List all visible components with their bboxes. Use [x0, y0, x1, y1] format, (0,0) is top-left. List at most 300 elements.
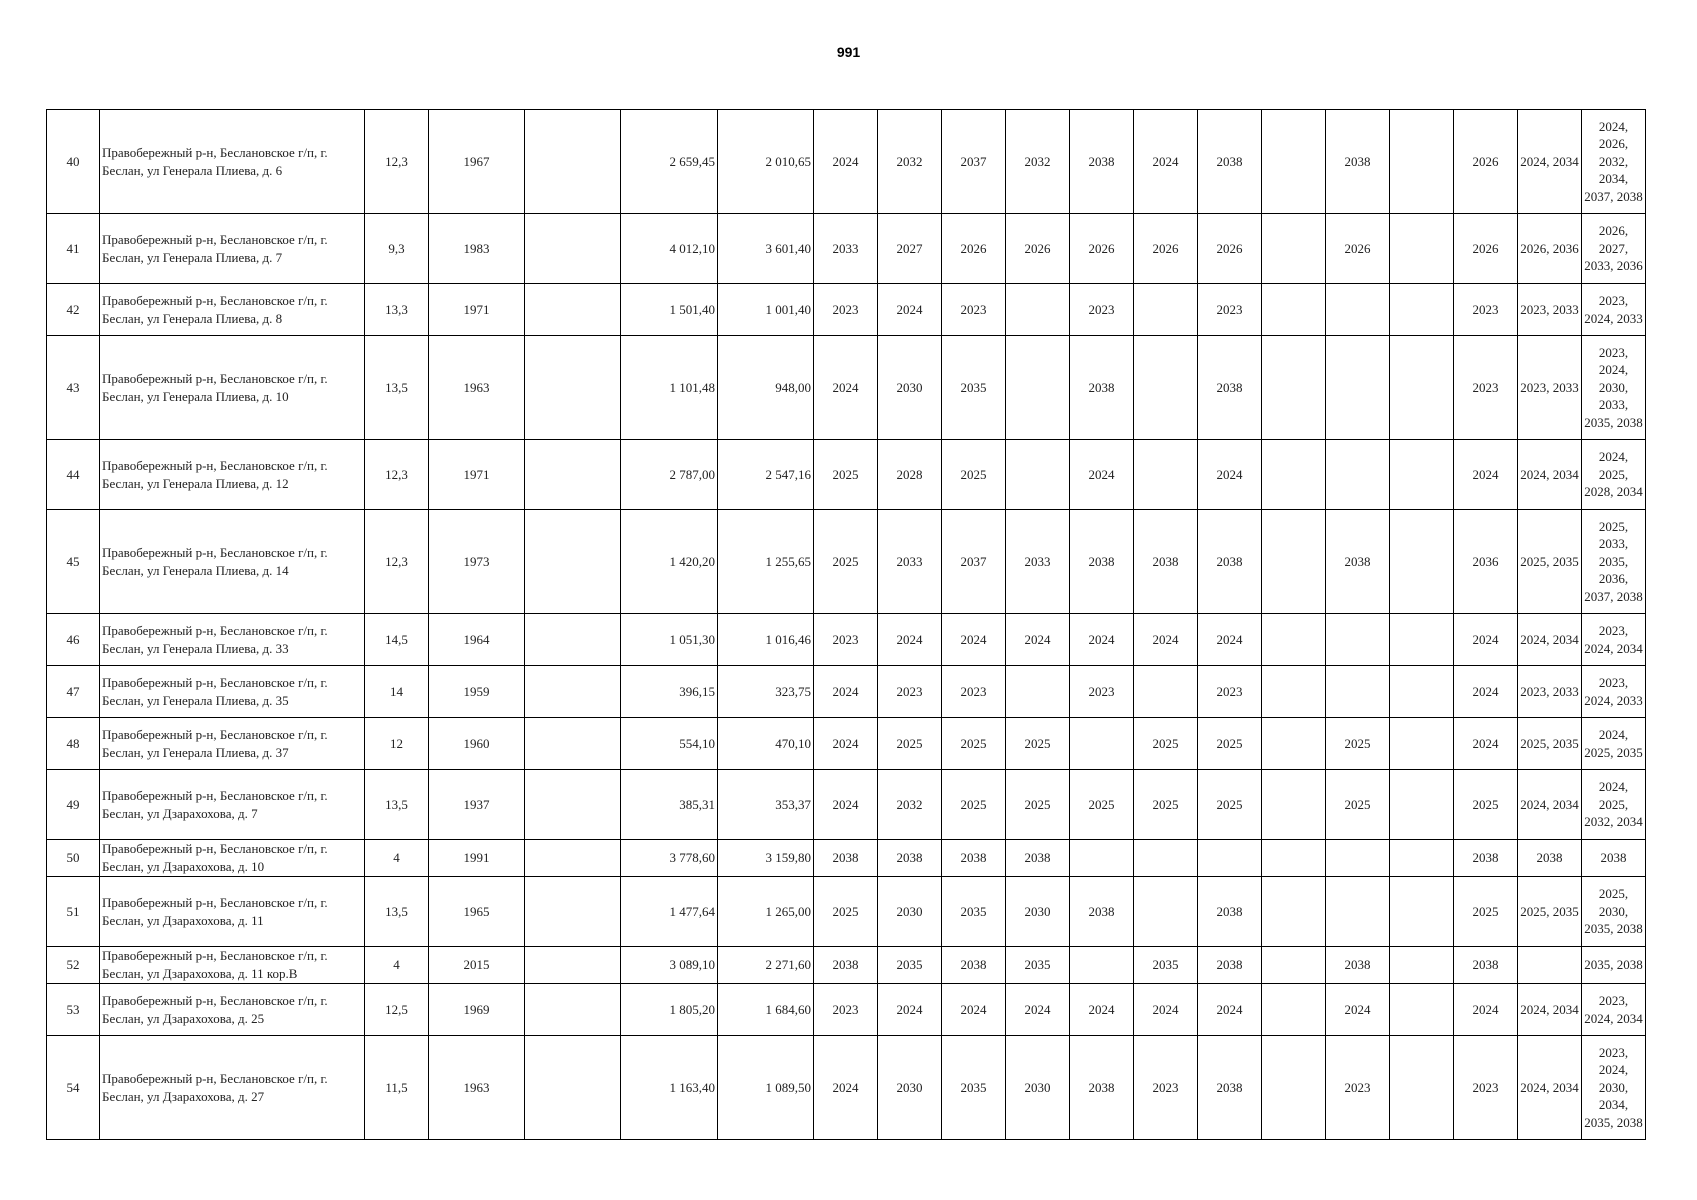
area-cell: 1 001,40	[718, 284, 814, 336]
data-cell: 2023	[1198, 284, 1262, 336]
data-cell: 2024	[878, 284, 942, 336]
data-cell	[525, 214, 621, 284]
data-cell: 2025	[878, 718, 942, 770]
table-row	[47, 718, 1646, 770]
data-cell: 2038	[1326, 510, 1390, 614]
data-cell: 2023	[1454, 1036, 1518, 1140]
data-cell	[1006, 440, 1070, 510]
data-cell: 2026	[1454, 110, 1518, 214]
data-cell	[1262, 877, 1326, 947]
row-number-cell: 52	[47, 947, 100, 984]
data-cell: 2024	[1326, 984, 1390, 1036]
data-cell	[1390, 110, 1454, 214]
data-cell: 2025	[1326, 718, 1390, 770]
data-cell: 14,5	[365, 614, 429, 666]
data-cell: 2038	[878, 840, 942, 877]
data-cell	[525, 840, 621, 877]
data-cell: 2038	[1070, 110, 1134, 214]
data-cell: 2023, 2033	[1518, 336, 1582, 440]
row-number-cell: 48	[47, 718, 100, 770]
data-cell	[1390, 718, 1454, 770]
area-cell: 1 420,20	[621, 510, 718, 614]
data-cell	[525, 440, 621, 510]
address-cell: Правобережный р-н, Беслановское г/п, г. Беслан, ул Дзарахохова, д. 7	[100, 770, 365, 840]
area-cell: 4 012,10	[621, 214, 718, 284]
data-cell	[1134, 336, 1198, 440]
data-cell: 2024	[1006, 614, 1070, 666]
data-cell: 2023	[814, 284, 878, 336]
data-cell: 1983	[429, 214, 525, 284]
table-row	[47, 770, 1646, 840]
data-cell	[525, 110, 621, 214]
data-cell: 2026	[1134, 214, 1198, 284]
data-cell	[1262, 840, 1326, 877]
data-cell: 1971	[429, 284, 525, 336]
year-list-cell: 2023, 2024, 2033	[1582, 666, 1646, 718]
data-cell: 1969	[429, 984, 525, 1036]
area-cell: 1 089,50	[718, 1036, 814, 1140]
data-cell: 2024	[814, 336, 878, 440]
data-cell	[1390, 284, 1454, 336]
data-cell: 2025	[1006, 718, 1070, 770]
data-cell: 2036	[1454, 510, 1518, 614]
year-list-cell: 2023, 2024, 2034	[1582, 614, 1646, 666]
row-number-cell: 43	[47, 336, 100, 440]
data-cell: 1965	[429, 877, 525, 947]
data-cell	[525, 1036, 621, 1140]
data-cell	[1326, 840, 1390, 877]
data-cell: 2023	[1326, 1036, 1390, 1140]
table-row	[47, 984, 1646, 1036]
address-cell: Правобережный р-н, Беслановское г/п, г. Беслан, ул Генерала Плиева, д. 14	[100, 510, 365, 614]
data-cell: 2025	[942, 440, 1006, 510]
table-row	[47, 947, 1646, 984]
data-cell: 2025	[1134, 718, 1198, 770]
data-cell	[1006, 284, 1070, 336]
data-cell: 2024, 2034	[1518, 440, 1582, 510]
data-cell: 2024, 2034	[1518, 614, 1582, 666]
data-cell: 4	[365, 840, 429, 877]
data-cell: 12,3	[365, 510, 429, 614]
data-cell: 2024	[1454, 718, 1518, 770]
data-cell: 2024	[1454, 984, 1518, 1036]
data-cell: 2025, 2035	[1518, 877, 1582, 947]
year-list-cell: 2023, 2024, 2030, 2034, 2035, 2038	[1582, 1036, 1646, 1140]
data-cell	[1134, 284, 1198, 336]
data-cell: 2026	[1326, 214, 1390, 284]
data-cell	[1134, 440, 1198, 510]
data-cell	[1326, 614, 1390, 666]
area-cell: 1 805,20	[621, 984, 718, 1036]
data-cell: 2038	[1198, 877, 1262, 947]
data-cell: 2038	[1518, 840, 1582, 877]
data-cell: 2024	[1198, 440, 1262, 510]
data-cell: 2038	[1454, 947, 1518, 984]
data-cell	[525, 877, 621, 947]
data-cell: 2038	[1198, 947, 1262, 984]
data-cell: 2026	[1070, 214, 1134, 284]
area-cell: 3 159,80	[718, 840, 814, 877]
data-cell: 2024	[1134, 110, 1198, 214]
year-list-cell: 2038	[1582, 840, 1646, 877]
year-list-cell: 2025, 2030, 2035, 2038	[1582, 877, 1646, 947]
page-number: 991	[836, 44, 861, 60]
data-cell: 4	[365, 947, 429, 984]
data-cell: 1973	[429, 510, 525, 614]
data-cell: 2025	[1070, 770, 1134, 840]
data-cell: 2037	[942, 510, 1006, 614]
data-cell: 2025	[942, 718, 1006, 770]
data-cell	[525, 770, 621, 840]
data-cell	[1262, 1036, 1326, 1140]
address-cell: Правобережный р-н, Беслановское г/п, г. Беслан, ул Дзарахохова, д. 10	[100, 840, 365, 877]
data-cell: 2025	[1454, 770, 1518, 840]
data-cell	[1134, 666, 1198, 718]
data-cell: 2025, 2035	[1518, 718, 1582, 770]
row-number-cell: 51	[47, 877, 100, 947]
year-list-cell: 2023, 2024, 2033	[1582, 284, 1646, 336]
data-cell: 2023	[942, 666, 1006, 718]
data-cell	[1262, 984, 1326, 1036]
data-cell: 2024	[1454, 666, 1518, 718]
data-cell	[1006, 666, 1070, 718]
data-cell	[1390, 770, 1454, 840]
data-cell: 2033	[814, 214, 878, 284]
area-cell: 470,10	[718, 718, 814, 770]
table-row	[47, 284, 1646, 336]
data-cell	[1262, 110, 1326, 214]
data-cell	[1326, 336, 1390, 440]
data-cell: 1937	[429, 770, 525, 840]
area-cell: 1 101,48	[621, 336, 718, 440]
data-cell: 13,5	[365, 877, 429, 947]
data-cell: 12,5	[365, 984, 429, 1036]
data-cell: 2023	[1070, 284, 1134, 336]
data-cell: 2035	[942, 1036, 1006, 1140]
data-cell: 2030	[878, 877, 942, 947]
area-cell: 3 778,60	[621, 840, 718, 877]
row-number-cell: 45	[47, 510, 100, 614]
data-cell: 2030	[878, 1036, 942, 1140]
data-cell: 2023	[814, 984, 878, 1036]
data-cell: 2038	[814, 840, 878, 877]
data-cell: 2027	[878, 214, 942, 284]
address-cell: Правобережный р-н, Беслановское г/п, г. Беслан, ул Генерала Плиева, д. 37	[100, 718, 365, 770]
data-cell: 2024	[1006, 984, 1070, 1036]
area-cell: 2 547,16	[718, 440, 814, 510]
data-cell	[1262, 770, 1326, 840]
area-cell: 554,10	[621, 718, 718, 770]
data-cell	[1198, 840, 1262, 877]
data-cell: 13,3	[365, 284, 429, 336]
data-cell: 1991	[429, 840, 525, 877]
data-cell: 2025	[1454, 877, 1518, 947]
data-cell: 2035	[878, 947, 942, 984]
area-cell: 948,00	[718, 336, 814, 440]
data-cell: 2026	[1198, 214, 1262, 284]
data-cell: 2037	[942, 110, 1006, 214]
address-cell: Правобережный р-н, Беслановское г/п, г. Беслан, ул Генерала Плиева, д. 6	[100, 110, 365, 214]
data-cell: 2035	[942, 877, 1006, 947]
data-cell: 2024	[1454, 440, 1518, 510]
data-cell	[1262, 614, 1326, 666]
data-cell: 2035	[1006, 947, 1070, 984]
data-cell: 1971	[429, 440, 525, 510]
table-row	[47, 214, 1646, 284]
data-cell	[525, 614, 621, 666]
data-cell	[1390, 1036, 1454, 1140]
data-cell: 2038	[1070, 877, 1134, 947]
data-cell	[1390, 440, 1454, 510]
data-cell: 1963	[429, 1036, 525, 1140]
data-cell: 2024	[814, 770, 878, 840]
data-cell	[525, 510, 621, 614]
data-cell: 2038	[1326, 110, 1390, 214]
data-cell: 1960	[429, 718, 525, 770]
data-cell: 2032	[878, 770, 942, 840]
area-cell: 1 051,30	[621, 614, 718, 666]
area-cell: 1 163,40	[621, 1036, 718, 1140]
data-cell	[1070, 840, 1134, 877]
data-cell	[1262, 214, 1326, 284]
data-cell: 2026	[1454, 214, 1518, 284]
data-cell: 1964	[429, 614, 525, 666]
data-cell: 2038	[1454, 840, 1518, 877]
data-cell	[1262, 440, 1326, 510]
data-cell: 2023	[1454, 284, 1518, 336]
table-row	[47, 336, 1646, 440]
data-cell	[1518, 947, 1582, 984]
year-list-cell: 2023, 2024, 2034	[1582, 984, 1646, 1036]
data-cell	[1262, 947, 1326, 984]
data-cell: 2023	[942, 284, 1006, 336]
area-cell: 3 601,40	[718, 214, 814, 284]
data-cell: 13,5	[365, 770, 429, 840]
data-cell	[525, 984, 621, 1036]
area-cell: 385,31	[621, 770, 718, 840]
data-cell: 2025	[1134, 770, 1198, 840]
address-cell: Правобережный р-н, Беслановское г/п, г. Беслан, ул Дзарахохова, д. 27	[100, 1036, 365, 1140]
data-cell: 2025	[814, 440, 878, 510]
data-cell	[1390, 614, 1454, 666]
area-cell: 396,15	[621, 666, 718, 718]
year-list-cell: 2025, 2033, 2035, 2036, 2037, 2038	[1582, 510, 1646, 614]
data-cell: 2030	[878, 336, 942, 440]
data-cell: 2038	[1070, 510, 1134, 614]
data-cell: 2038	[942, 947, 1006, 984]
data-cell: 2032	[878, 110, 942, 214]
data-cell	[1262, 666, 1326, 718]
data-cell: 2023	[1134, 1036, 1198, 1140]
table-row	[47, 110, 1646, 214]
data-cell: 2024	[814, 1036, 878, 1140]
data-cell	[1134, 840, 1198, 877]
data-cell: 2025	[814, 510, 878, 614]
data-cell: 2030	[1006, 877, 1070, 947]
housing-register-table	[46, 109, 1646, 1140]
year-list-cell: 2024, 2025, 2035	[1582, 718, 1646, 770]
data-cell	[1326, 284, 1390, 336]
data-cell: 2024	[814, 666, 878, 718]
data-cell: 2015	[429, 947, 525, 984]
row-number-cell: 42	[47, 284, 100, 336]
table-row	[47, 1036, 1646, 1140]
data-cell: 2025	[1006, 770, 1070, 840]
data-cell	[1390, 214, 1454, 284]
data-cell: 1967	[429, 110, 525, 214]
data-cell: 12	[365, 718, 429, 770]
data-cell: 2038	[1198, 510, 1262, 614]
data-cell	[1262, 718, 1326, 770]
data-cell	[1262, 336, 1326, 440]
address-cell: Правобережный р-н, Беслановское г/п, г. Беслан, ул Генерала Плиева, д. 35	[100, 666, 365, 718]
data-cell	[1262, 284, 1326, 336]
data-cell: 2024	[1070, 440, 1134, 510]
data-cell	[1390, 510, 1454, 614]
data-cell: 2024	[878, 984, 942, 1036]
data-cell	[1326, 666, 1390, 718]
data-cell: 1963	[429, 336, 525, 440]
data-cell: 2024, 2034	[1518, 1036, 1582, 1140]
data-cell	[1070, 718, 1134, 770]
area-cell: 2 659,45	[621, 110, 718, 214]
data-cell: 2032	[1006, 110, 1070, 214]
data-cell: 2038	[1134, 510, 1198, 614]
data-cell: 2025	[1326, 770, 1390, 840]
data-cell: 2025	[1198, 718, 1262, 770]
data-cell	[525, 947, 621, 984]
table-row	[47, 440, 1646, 510]
area-cell: 1 477,64	[621, 877, 718, 947]
row-number-cell: 53	[47, 984, 100, 1036]
data-cell: 2025	[942, 770, 1006, 840]
data-cell: 2024	[1070, 614, 1134, 666]
table-row	[47, 510, 1646, 614]
data-cell: 2024	[1134, 984, 1198, 1036]
data-cell: 2025	[814, 877, 878, 947]
data-cell	[1390, 947, 1454, 984]
address-cell: Правобережный р-н, Беслановское г/п, г. Беслан, ул Дзарахохова, д. 25	[100, 984, 365, 1036]
data-cell: 2024	[1198, 614, 1262, 666]
data-cell: 2023	[1070, 666, 1134, 718]
address-cell: Правобережный р-н, Беслановское г/п, г. Беслан, ул Дзарахохова, д. 11	[100, 877, 365, 947]
area-cell: 1 265,00	[718, 877, 814, 947]
area-cell: 2 271,60	[718, 947, 814, 984]
row-number-cell: 47	[47, 666, 100, 718]
area-cell: 353,37	[718, 770, 814, 840]
data-cell: 2024	[942, 984, 1006, 1036]
data-cell	[1006, 336, 1070, 440]
data-cell: 2026	[1006, 214, 1070, 284]
row-number-cell: 50	[47, 840, 100, 877]
data-cell: 2026, 2036	[1518, 214, 1582, 284]
area-cell: 1 501,40	[621, 284, 718, 336]
data-cell: 2035	[942, 336, 1006, 440]
area-cell: 3 089,10	[621, 947, 718, 984]
table-row	[47, 840, 1646, 877]
table-row	[47, 877, 1646, 947]
area-cell: 1 684,60	[718, 984, 814, 1036]
data-cell: 2024, 2034	[1518, 984, 1582, 1036]
data-cell: 2023	[878, 666, 942, 718]
data-cell: 2033	[878, 510, 942, 614]
row-number-cell: 46	[47, 614, 100, 666]
row-number-cell: 41	[47, 214, 100, 284]
data-cell: 2025	[1198, 770, 1262, 840]
data-cell	[1262, 510, 1326, 614]
data-cell: 11,5	[365, 1036, 429, 1140]
year-list-cell: 2024, 2025, 2028, 2034	[1582, 440, 1646, 510]
area-cell: 2 787,00	[621, 440, 718, 510]
data-cell: 2023	[814, 614, 878, 666]
data-cell: 2038	[814, 947, 878, 984]
data-cell	[1390, 984, 1454, 1036]
data-cell	[1326, 877, 1390, 947]
address-cell: Правобережный р-н, Беслановское г/п, г. Беслан, ул Генерала Плиева, д. 8	[100, 284, 365, 336]
data-cell: 2030	[1006, 1036, 1070, 1140]
data-cell: 2038	[1326, 947, 1390, 984]
data-cell: 2023	[1198, 666, 1262, 718]
row-number-cell: 54	[47, 1036, 100, 1140]
data-cell: 2028	[878, 440, 942, 510]
data-cell	[1070, 947, 1134, 984]
data-cell: 2038	[1070, 336, 1134, 440]
year-list-cell: 2023, 2024, 2030, 2033, 2035, 2038	[1582, 336, 1646, 440]
address-cell: Правобережный р-н, Беслановское г/п, г. Беслан, ул Генерала Плиева, д. 7	[100, 214, 365, 284]
year-list-cell: 2035, 2038	[1582, 947, 1646, 984]
data-cell: 2024	[814, 110, 878, 214]
row-number-cell: 40	[47, 110, 100, 214]
data-cell: 2024	[814, 718, 878, 770]
area-cell: 1 016,46	[718, 614, 814, 666]
data-cell: 1959	[429, 666, 525, 718]
data-cell: 2024	[878, 614, 942, 666]
data-cell: 2024, 2034	[1518, 110, 1582, 214]
data-cell	[1390, 666, 1454, 718]
data-cell	[1390, 336, 1454, 440]
data-cell: 2035	[1134, 947, 1198, 984]
data-cell: 2023, 2033	[1518, 666, 1582, 718]
data-cell	[1134, 877, 1198, 947]
data-cell: 2025, 2035	[1518, 510, 1582, 614]
data-cell	[525, 284, 621, 336]
table-row	[47, 666, 1646, 718]
data-cell: 12,3	[365, 110, 429, 214]
data-cell: 2023, 2033	[1518, 284, 1582, 336]
data-cell: 14	[365, 666, 429, 718]
data-cell	[1390, 840, 1454, 877]
data-cell: 2024	[1134, 614, 1198, 666]
address-cell: Правобережный р-н, Беслановское г/п, г. Беслан, ул Генерала Плиева, д. 33	[100, 614, 365, 666]
data-cell: 2024	[1198, 984, 1262, 1036]
data-cell: 2033	[1006, 510, 1070, 614]
data-cell: 2023	[1454, 336, 1518, 440]
year-list-cell: 2024, 2025, 2032, 2034	[1582, 770, 1646, 840]
data-cell: 2024	[1454, 614, 1518, 666]
row-number-cell: 44	[47, 440, 100, 510]
data-cell: 2038	[942, 840, 1006, 877]
row-number-cell: 49	[47, 770, 100, 840]
data-cell: 2024	[1070, 984, 1134, 1036]
table-row	[47, 614, 1646, 666]
data-cell: 2026	[942, 214, 1006, 284]
year-list-cell: 2024, 2026, 2032, 2034, 2037, 2038	[1582, 110, 1646, 214]
area-cell: 1 255,65	[718, 510, 814, 614]
data-cell: 2038	[1198, 336, 1262, 440]
address-cell: Правобережный р-н, Беслановское г/п, г. Беслан, ул Дзарахохова, д. 11 кор.В	[100, 947, 365, 984]
data-cell	[525, 718, 621, 770]
data-cell: 2038	[1006, 840, 1070, 877]
